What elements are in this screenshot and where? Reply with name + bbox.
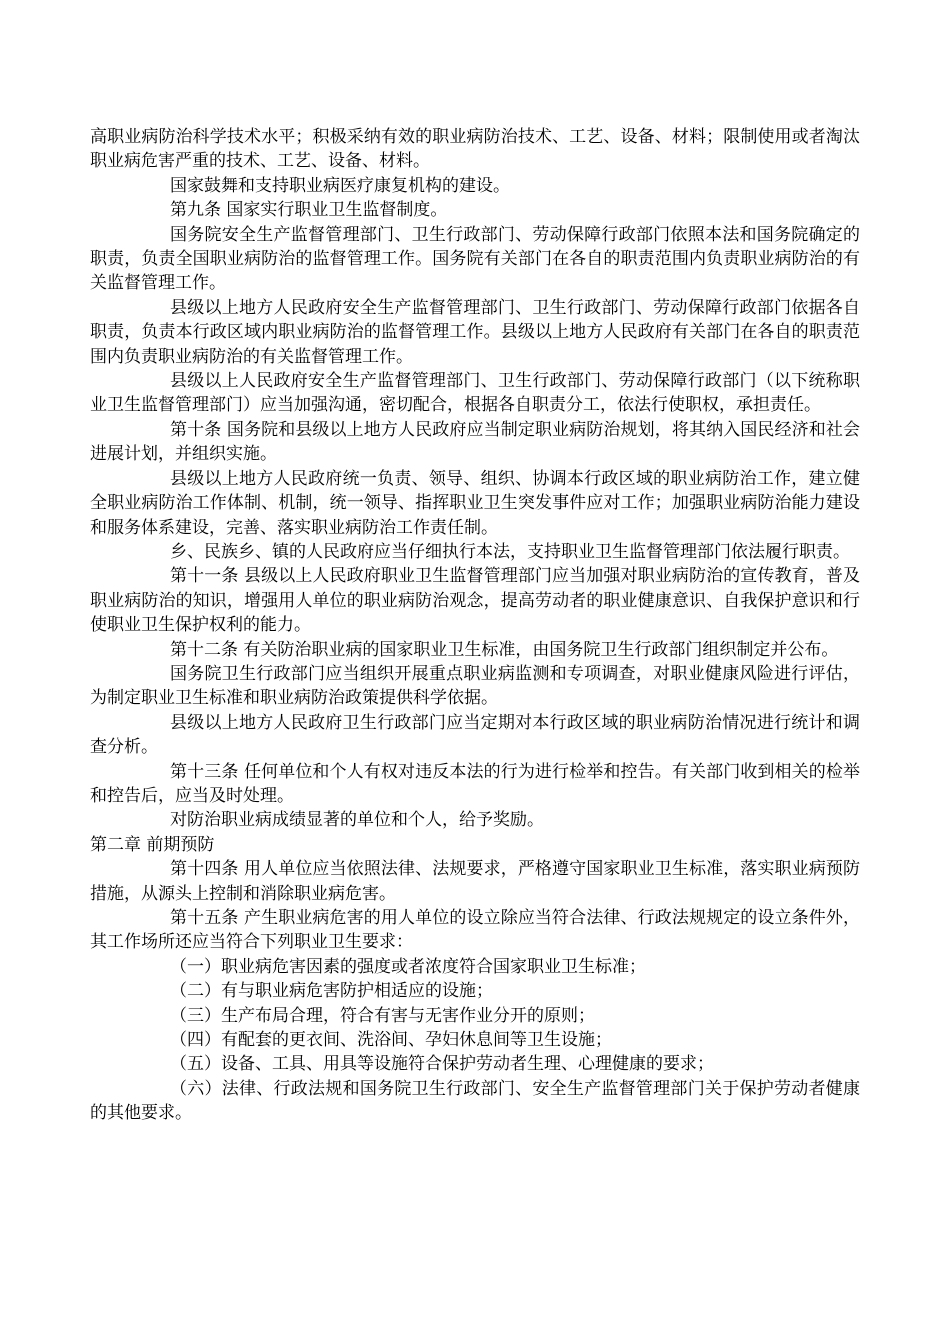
- article-11: 第十一条 县级以上人民政府职业卫生监督管理部门应当加强对职业病防治的宣传教育，普及职业病防治的知识，增强用人单位的职业病防治观念，提高劳动者的职业健康意识、自我保护意识和行使职业卫生保护权利的能力。: [90, 566, 860, 636]
- article-13: 第十三条 任何单位和个人有权对违反本法的行为进行检举和控告。有关部门收到相关的检举和控告后，应当及时处理。: [90, 761, 860, 806]
- paragraph: 国家鼓舞和支持职业病医疗康复机构的建设。: [170, 175, 510, 196]
- list-item: （四）有配套的更衣间、洗浴间、孕妇休息间等卫生设施；: [170, 1030, 612, 1051]
- list-item: （二）有与职业病危害防护相适应的设施；: [170, 981, 493, 1002]
- list-item: （五）设备、工具、用具等设施符合保护劳动者生理、心理健康的要求；: [170, 1054, 714, 1075]
- paragraph: 国务院卫生行政部门应当组织开展重点职业病监测和专项调查，对职业健康风险进行评估，为制定职业卫生标准和职业病防治政策提供科学依据。: [90, 663, 860, 709]
- article-12: 第十二条 有关防治职业病的国家职业卫生标准，由国务院卫生行政部门组织制定并公布。: [170, 639, 839, 660]
- list-item: （一）职业病危害因素的强度或者浓度符合国家职业卫生标准；: [170, 956, 646, 977]
- article-9: 第九条 国家实行职业卫生监督制度。: [170, 200, 448, 221]
- paragraph: 国务院安全生产监督管理部门、卫生行政部门、劳动保障行政部门依照本法和国务院确定的职责，负责全国职业病防治的监督管理工作。国务院有关部门在各自的职责范围内负责职业病防治的有关监督管理工作。: [90, 224, 860, 294]
- article-14: 第十四条 用人单位应当依照法律、法规要求，严格遵守国家职业卫生标准，落实职业病预防措施，从源头上控制和消除职业病危害。: [90, 859, 860, 904]
- paragraph: 对防治职业病成绩显著的单位和个人，给予奖励。: [170, 810, 544, 831]
- list-item: （三）生产布局合理，符合有害与无害作业分开的原则；: [170, 1005, 595, 1026]
- paragraph: 乡、民族乡、镇的人民政府应当仔细执行本法，支持职业卫生监督管理部门依法履行职责。: [170, 541, 850, 562]
- paragraph-continuation: 高职业病防治科学技术水平；积极采纳有效的职业病防治技术、工艺、设备、材料；限制使用或者淘汰职业病危害严重的技术、工艺、设备、材料。: [90, 127, 860, 172]
- article-15: 第十五条 产生职业病危害的用人单位的设立除应当符合法律、行政法规规定的设立条件外，其工作场所还应当符合下列职业卫生要求：: [90, 908, 860, 953]
- article-10: 第十条 国务院和县级以上地方人民政府应当制定职业病防治规划，将其纳入国民经济和社会进展计划，并组织实施。: [90, 419, 860, 465]
- paragraph: 县级以上人民政府安全生产监督管理部门、卫生行政部门、劳动保障行政部门（以下统称职业卫生监督管理部门）应当加强沟通，密切配合，根据各自职责分工，依法行使职权，承担责任。: [90, 371, 860, 416]
- paragraph: 县级以上地方人民政府统一负责、领导、组织、协调本行政区域的职业病防治工作，建立健全职业病防治工作体制、机制，统一领导、指挥职业卫生突发事件应对工作；加强职业病防治能力建设和服务体系建设，完善、落实职业病防治工作责任制。: [90, 468, 860, 538]
- paragraph: 县级以上地方人民政府安全生产监督管理部门、卫生行政部门、劳动保障行政部门依据各自职责，负责本行政区域内职业病防治的监督管理工作。县级以上地方人民政府有关部门在各自的职责范围内负责职业病防治的有关监督管理工作。: [90, 297, 860, 367]
- list-item: （六）法律、行政法规和国务院卫生行政部门、安全生产监督管理部门关于保护劳动者健康的其他要求。: [90, 1078, 860, 1124]
- paragraph: 县级以上地方人民政府卫生行政部门应当定期对本行政区域的职业病防治情况进行统计和调查分析。: [90, 712, 860, 758]
- chapter-heading: 第二章 前期预防: [90, 834, 215, 855]
- document-body: [90, 125, 860, 1126]
